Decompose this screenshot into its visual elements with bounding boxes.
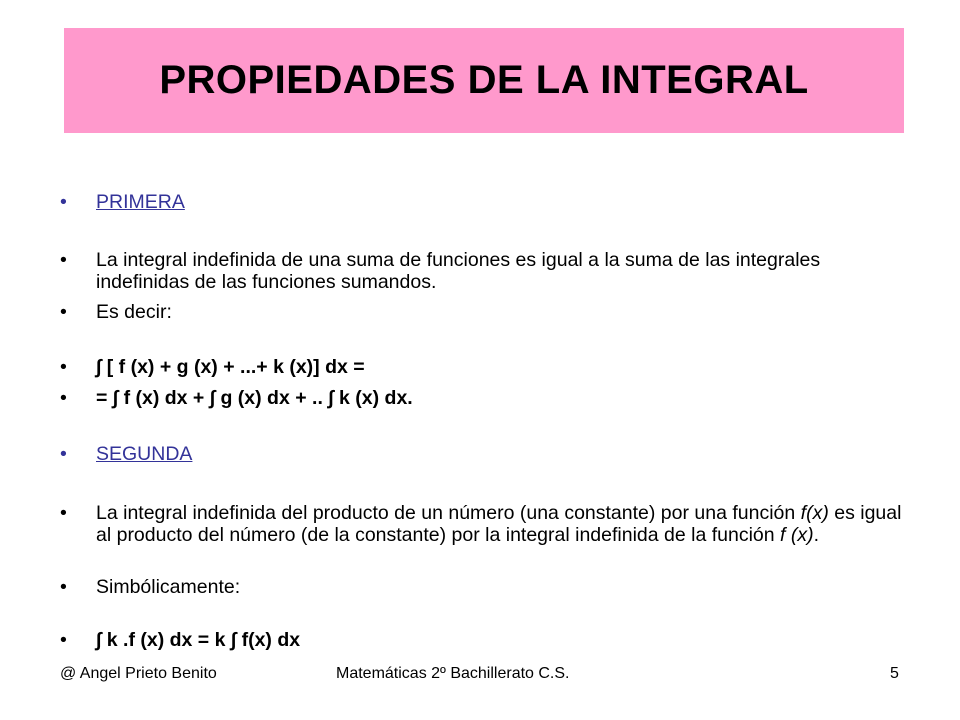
bullet: •	[60, 387, 67, 409]
formula-1a: ∫ [ f (x) + g (x) + ...+ k (x)] dx =	[96, 356, 365, 378]
slide-title: PROPIEDADES DE LA INTEGRAL	[159, 58, 809, 102]
heading-segunda-link[interactable]: SEGUNDA	[96, 443, 193, 465]
list-item-rule-1	[60, 249, 910, 293]
bullet: •	[60, 443, 67, 465]
rule-2-fx-italic-2: f (x)	[780, 524, 814, 546]
list-item-rule-2	[60, 502, 910, 546]
bullet: •	[60, 629, 67, 651]
footer-page-number: 5	[890, 665, 899, 682]
list-item-formula-1b	[60, 387, 910, 409]
list-item-formula-2	[60, 629, 910, 651]
rule-2-part-2: es igual al producto del número (de la constante) por la integral indefinida de la función	[96, 502, 902, 546]
heading-primera-link[interactable]: PRIMERA	[96, 191, 185, 213]
list-item-simbolicamente	[60, 576, 910, 598]
bullet: •	[60, 249, 67, 271]
title-banner	[64, 28, 904, 133]
footer-author: @ Angel Prieto Benito	[60, 665, 217, 682]
rule-2-period: .	[813, 524, 820, 546]
bullet: •	[60, 191, 67, 213]
list-item-segunda	[60, 443, 910, 465]
formula-2: ∫ k .f (x) dx = k ∫ f(x) dx	[96, 629, 301, 651]
rule-1-text: La integral indefinida de una suma de funciones es igual a la suma de las integrales indefinidas de las funciones sumandos.	[96, 249, 821, 293]
list-item-es-decir	[60, 301, 910, 323]
rule-2-part-1: La integral indefinida del producto de un número (una constante) por una función	[96, 502, 801, 524]
list-item-primera	[60, 191, 910, 213]
es-decir-text: Es decir:	[96, 301, 172, 323]
rule-2-fx-italic: f(x)	[800, 502, 829, 524]
simbolicamente-text: Simbólicamente:	[96, 576, 241, 598]
bullet: •	[60, 576, 67, 598]
bullet: •	[60, 301, 67, 323]
rule-2-text	[96, 502, 910, 546]
bullet: •	[60, 502, 67, 524]
formula-1b: = ∫ f (x) dx + ∫ g (x) dx + .. ∫ k (x) dx.	[96, 387, 413, 409]
footer-course: Matemáticas 2º Bachillerato C.S.	[336, 665, 570, 682]
bullet: •	[60, 356, 67, 378]
list-item-formula-1a	[60, 356, 910, 378]
